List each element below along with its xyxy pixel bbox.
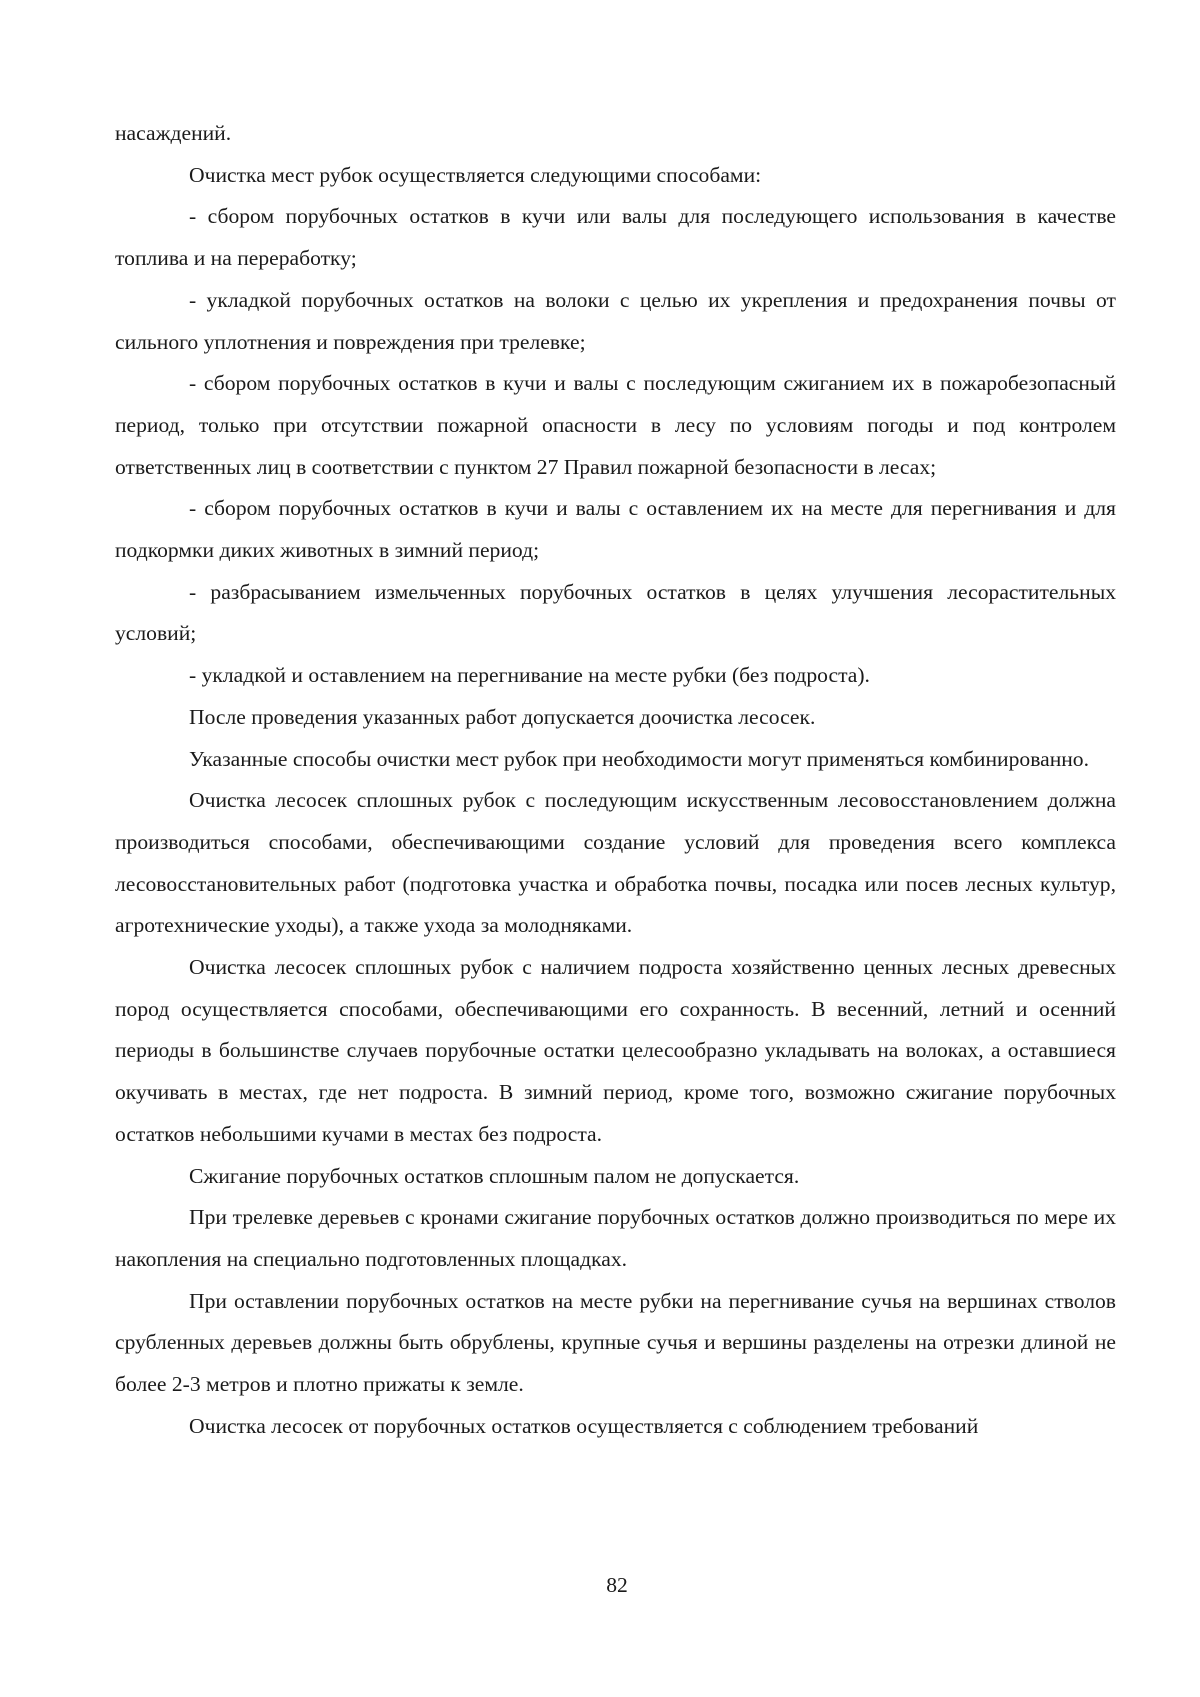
paragraph-4: - сбором порубочных остатков в кучи и валы с последующим сжиганием их в пожаробезопасный период, только при отсутствии пожарной опасности в лесу по условиям погоды и под контролем ответственных лиц в соответствии с пунктом 27 Правил пожарной безопасности в лесах; [115,371,1116,479]
paragraph-5: - сбором порубочных остатков в кучи и валы с оставлением их на месте для перегнивания и для подкормки диких животных в зимний период; [115,496,1116,563]
paragraph-2: - сбором порубочных остатков в кучи или валы для последующего использования в качестве топлива и на переработку; [115,204,1116,271]
document-body [115,113,1116,1448]
paragraph-8: После проведения указанных работ допускается доочистка лесосек. [189,704,816,729]
paragraph-11: Очистка лесосек сплошных рубок с наличием подроста хозяйственно ценных лесных древесных пород осуществляется способами, обеспечивающими его сохранность. В весенний, летний и осенний периоды в большинстве случаев порубочные остатки целесообразно укладывать на волоках, а оставшиеся окучивать в местах, где нет подроста. В зимний период, кроме того, возможно сжигание порубочных остатков небольшими кучами в местах без подроста. [115,955,1116,1146]
paragraph-6: - разбрасыванием измельченных порубочных остатков в целях улучшения лесорастительных условий; [115,579,1116,646]
paragraph-7: - укладкой и оставлением на перегнивание на месте рубки (без подроста). [189,663,870,688]
paragraph-0: насаждений. [115,121,232,145]
paragraph-10: Очистка лесосек сплошных рубок с последующим искусственным лесовосстановлением должна производиться способами, обеспечивающими создание условий для проведения всего комплекса лесовосстановительных работ (подготовка участка и обработка почвы, посадка или посев лесных культур, агротехнические уходы), а также ухода за молодняками. [115,788,1116,938]
paragraph-13: При трелевке деревьев с кронами сжигание порубочных остатков должно производиться по мере их накопления на специально подготовленных площадках. [115,1205,1116,1271]
paragraph-3: - укладкой порубочных остатков на волоки с целью их укрепления и предохранения почвы от сильного уплотнения и повреждения при трелевке; [115,287,1116,354]
paragraph-14: При оставлении порубочных остатков на месте рубки на перегнивание сучья на вершинах стволов срубленных деревьев должны быть обрублены, крупные сучья и вершины разделены на отрезки длиной не более 2-3 метров и плотно прижаты к земле. [115,1288,1116,1397]
page-number: 82 [606,1573,628,1597]
paragraph-15: Очистка лесосек от порубочных остатков осуществляется с соблюдением требований [189,1413,979,1438]
paragraph-1: Очистка мест рубок осуществляется следующими способами: [189,162,762,187]
paragraph-9: Указанные способы очистки мест рубок при необходимости могут применяться комбинированно. [189,746,1089,771]
paragraph-12: Сжигание порубочных остатков сплошным палом не допускается. [189,1163,800,1188]
